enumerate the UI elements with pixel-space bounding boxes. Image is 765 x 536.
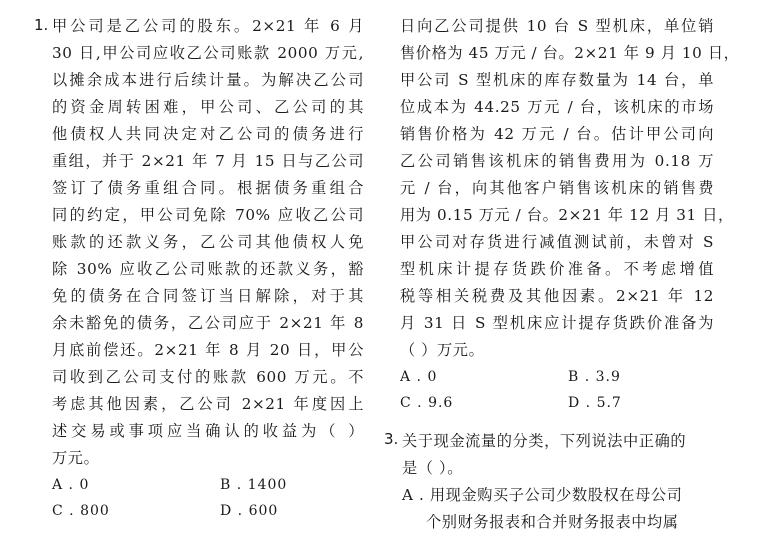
q1-option-b[interactable]: B . 1400 <box>220 477 288 493</box>
q1-option-a[interactable]: A . 0 <box>52 477 90 493</box>
q2-option-a[interactable]: A . 0 <box>400 369 438 385</box>
q3-option-a[interactable]: A . 用现金购买子公司少数股权在母公司 <box>402 486 683 504</box>
q1-line: 以摊余成本进行后续计量。为解决乙公司 <box>52 71 364 89</box>
question-3 <box>384 428 686 536</box>
q2-line: 位成本为 44.25 万元 / 台，该机床的市场 <box>400 98 714 116</box>
q2-line: 用为 0.15 万元 / 台。2×21 年 12 月 31 日， <box>400 206 734 224</box>
q1-line: 除 30% 应收乙公司账款的还款义务，豁 <box>52 260 364 278</box>
q1-line: 的资金周转困难，甲公司、乙公司的其 <box>52 98 364 116</box>
q2-option-b[interactable]: B . 3.9 <box>568 369 621 385</box>
q2-line: 型机床计提存货跌价准备。不考虑增值 <box>400 260 714 278</box>
q3-line: 是（ ）。 <box>402 459 463 477</box>
q2-line: 元 / 台，向其他客户销售该机床的销售费 <box>400 179 714 197</box>
q2-option-d[interactable]: D . 5.7 <box>568 395 622 411</box>
left-column <box>34 0 364 524</box>
q2-line: （ ）万元。 <box>400 341 485 359</box>
q1-line: 签订了债务重组合同。根据债务重组合 <box>52 179 364 197</box>
right-column <box>384 0 740 531</box>
q2-line: 月 31 日 S 型机床应计提存货跌价准备为 <box>400 314 714 332</box>
q2-line: 乙公司销售该机床的销售费用为 0.18 万 <box>400 152 714 170</box>
q2-line: 销售价格为 42 万元 / 台。估计甲公司向 <box>400 125 714 143</box>
question-1-stem <box>52 0 364 524</box>
q1-option-d[interactable]: D . 600 <box>220 503 279 519</box>
question-2-options <box>400 364 714 416</box>
q1-line: 月底前偿还。2×21 年 8 月 20 日，甲公 <box>52 341 364 359</box>
q1-line: 述交易或事项应当确认的收益为（ ） <box>52 422 364 440</box>
question-3-number: 3. <box>384 430 399 448</box>
q1-line: 考虑其他因素，乙公司 2×21 年度因上 <box>52 395 364 413</box>
q2-line: 售价格为 45 万元 / 台。2×21 年 9 月 10 日， <box>400 44 740 62</box>
q1-line: 重组，并于 2×21 年 7 月 15 日与乙公司 <box>52 152 364 170</box>
question-2-stem <box>400 0 740 416</box>
question-2-continued <box>384 0 740 416</box>
q1-line: 甲公司是乙公司的股东。2×21 年 6 月 <box>52 17 364 35</box>
question-1-number: 1. <box>34 16 49 34</box>
q2-line: 甲公司对存货进行减值测试前，未曾对 S <box>400 233 714 251</box>
q3-option-a-continued: 个别财务报表和合并财务报表中均属 <box>426 513 679 531</box>
q1-line: 万元。 <box>52 449 100 467</box>
q1-line: 他债权人共同决定对乙公司的债务进行 <box>52 125 364 143</box>
q2-line: 日向乙公司提供 10 台 S 型机床，单位销 <box>400 17 714 35</box>
q2-line: 甲公司 S 型机床的库存数量为 14 台，单 <box>400 71 714 89</box>
q2-option-c[interactable]: C . 9.6 <box>400 395 454 411</box>
q1-line: 30 日,甲公司应收乙公司账款 2000 万元, <box>52 44 364 62</box>
q3-line: 关于现金流量的分类，下列说法中正确的 <box>402 432 687 450</box>
q2-line: 税等相关税费及其他因素。2×21 年 12 <box>400 287 714 305</box>
q1-line: 司收到乙公司支付的账款 600 万元。不 <box>52 368 364 386</box>
q1-option-c[interactable]: C . 800 <box>52 503 110 519</box>
question-3-stem <box>402 428 686 536</box>
q1-line: 账款的还款义务，乙公司其他债权人免 <box>52 233 364 251</box>
question-1 <box>34 0 364 524</box>
question-1-options <box>52 472 364 524</box>
q1-line: 免的债务在合同签订当日解除，对于其 <box>52 287 364 305</box>
q1-line: 同的约定，甲公司免除 70% 应收乙公司 <box>52 206 364 224</box>
q1-line: 余未豁免的债务，乙公司应于 2×21 年 8 <box>52 314 364 332</box>
